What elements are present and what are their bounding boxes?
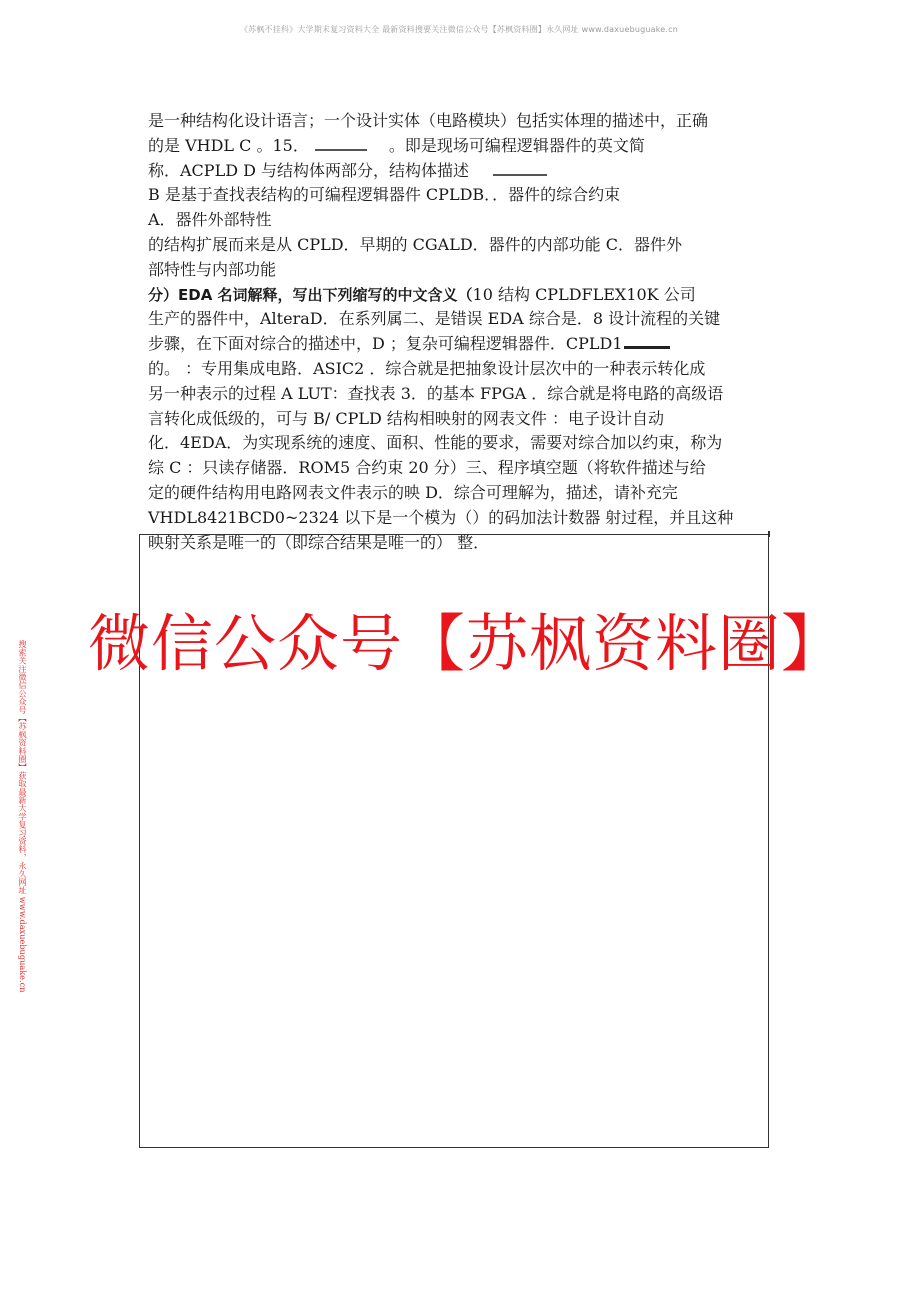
text-line: 分）EDA 名词解释，写出下列缩写的中文含义（10 结构 CPLDFLEX10K 公司 — [148, 284, 696, 304]
text-line: 的。 ：专用集成电路．ASIC2 ．综合就是把抽象设计层次中的一种表示转化成 — [148, 358, 706, 378]
document-body — [148, 109, 788, 555]
text-line: 映射关系是唯一的（即综合结果是唯一的） 整． — [148, 532, 490, 552]
watermark-text: 微信公众号【苏枫资料圈】 — [88, 607, 845, 680]
text-line: 步骤，在下面对综合的描述中，D ；复杂可编程逻辑器件．CPLD1 — [148, 332, 788, 357]
text-line: 定的硬件结构用电路网表文件表示的映 D．综合可理解为，描述，请补充完 — [148, 482, 678, 502]
answer-blank — [493, 162, 547, 176]
text-line: 综 C ：只读存储器．ROM5 合约束 20 分）三、程序填空题（将软件描述与给 — [148, 458, 706, 478]
header-banner: 《苏枫不挂科》大学期末复习资料大全 最新资料搜要关注微信公众号【苏枫资料圈】永久网址 www.daxuebuguake.cn — [239, 25, 679, 34]
answer-blank — [624, 334, 670, 349]
side-banner: 搜索关注微信公众号【苏枫资料圈】获取最新大学复习资料，永久网址 www.daxuebuguake.cn — [18, 640, 28, 993]
answer-blank — [315, 137, 367, 151]
text-line: 的是 VHDL C 。15． 。即是现场可编程逻辑器件的英文简 — [148, 135, 645, 155]
box-corner-mark — [768, 531, 770, 537]
text-line: 化．4EDA．为实现系统的速度、面积、性能的要求，需要对综合加以约束，称为 — [148, 433, 723, 453]
text-line: 另一种表示的过程 A LUT：查找表 3．的基本 FPGA ．综合就是将电路的高级语 — [148, 383, 724, 403]
text-line: 是一种结构化设计语言；一个设计实体（电路模块）包括实体理的描述中，正确 — [148, 111, 709, 130]
text-line: VHDL8421BCD0~2324 以下是一个模为（）的码加法计数器 射过程，并且这种 — [148, 507, 734, 527]
text-line: 的结构扩展而来是从 CPLD．早期的 CGALD．器件的内部功能 C．器件外 — [148, 234, 682, 254]
text-line: 部特性与内部功能 — [148, 259, 277, 279]
text-line: 称．ACPLD D 与结构体两部分，结构体描述 — [148, 159, 788, 184]
text-line: 生产的器件中，AlteraD．在系列属二、是错误 EDA 综合是．8 设计流程的关键 — [148, 309, 721, 329]
text-line: B 是基于查找表结构的可编程逻辑器件 CPLDB．．器件的综合约束 — [148, 185, 621, 205]
text-line: 言转化成低级的，可与 B/ CPLD 结构相映射的网表文件 ：电子设计自动 — [148, 408, 664, 428]
text-line: A．器件外部特性 — [148, 210, 272, 230]
